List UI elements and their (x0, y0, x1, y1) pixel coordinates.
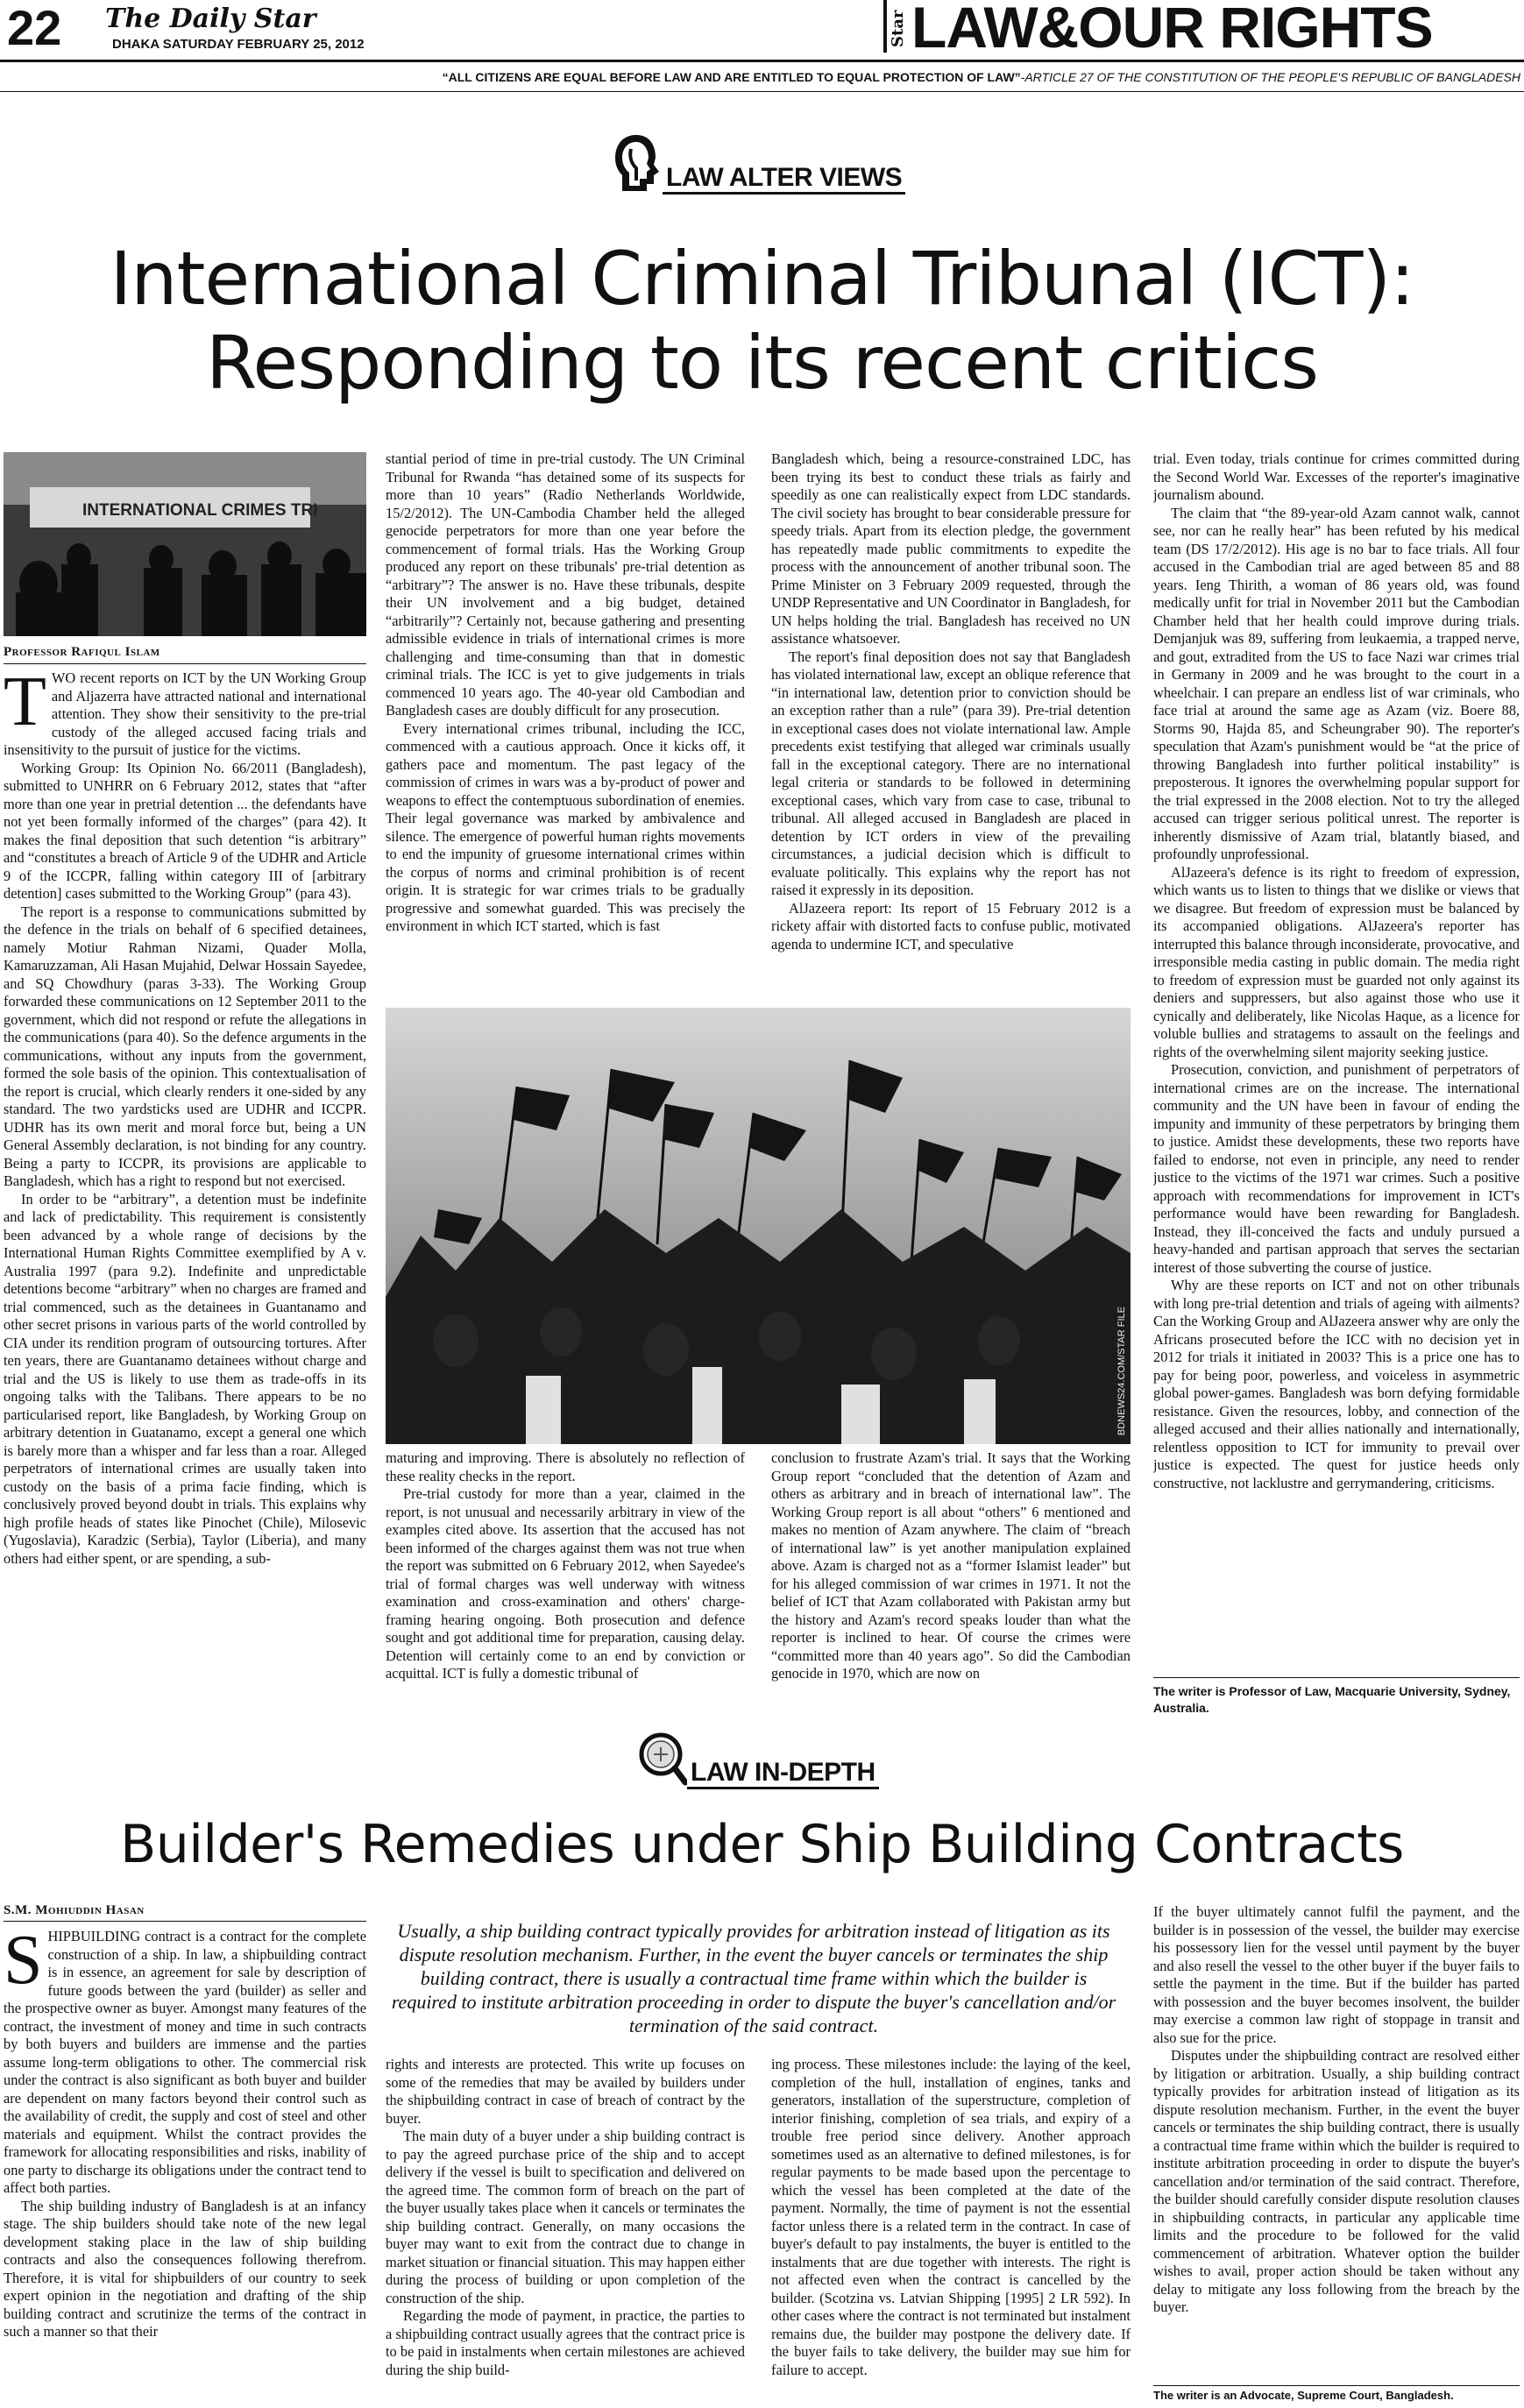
paper-logo: The Daily Star (105, 4, 316, 34)
paragraph: Working Group: Its Opinion No. 66/2011 (Bangladesh), submitted to UNHRR on 6 February 2012, states that “after more than one year in pretrial detention ... the defendants have not yet been formally informed of the charges” (para 42). It makes the final deposition that such detention “is arbitrary” and “constitutes a breach of Article 9 of the UDHR and Article 9 of the ICCPR, falling within category III of [arbitrary detention] cases submitted to the Working Group” (para 43). (4, 759, 366, 902)
drop-cap: T (4, 669, 46, 740)
badge-label: LAW IN-DEPTH (687, 1759, 879, 1789)
paragraph: Pre-trial custody for more than a year, claimed in the report, is not unusual and necessarily arbitrary in view of the examples cited above. Its assertion that the accused has not been informed of the charges against them was not true when the report was submitted on 6 February 2012, when Sayedee's trial of formal charges was well underway with witness examination and cross-examination and others' charge-framing hearing ongoing. Both prosecution and defence sought and got additional time for preparation, causing delay. Detention will certainly come to an end by conviction or acquittal. ICT is fully a domestic tribunal of (386, 1485, 745, 1682)
article2-byline: S.M. Mohiuddin Hasan (4, 1903, 145, 1917)
article1-column-1 (4, 669, 366, 1721)
magnifier-icon (634, 1726, 687, 1789)
tagline-rule (0, 91, 1524, 92)
paragraph: The claim that “the 89-year-old Azam cannot walk, cannot see, nor can he really hear” has been refuted by his medical team (DS 17/2/2012). His age is no bar to face trials. All four accused in the Cambodian trial are aged between 85 and 88 years. Ieng Thirith, a woman of 86 years old, was found medically unfit for trial in November 2011 but the Cambodian Chamber held that her health could improve during trials. Demjanjuk was 89, suffering from leukaemia, a trapped nerve, and gout, extradited from the US to face Nazi war crimes trial in Germany in 2009 and he was brought to the court in a wheelchair. I can prepare an endless list of war criminals, who face trial at around the same age as Azam (viz. Boere 88, Storms 90, Hajda 85, and Scheungraber 90). The reporter's speculation that Azam's punishment would be “at the price of throwing Bangladesh into further political instability” is preposterous. It ignores the overwhelming popular support for the trial expressed in the 2008 election. Not to try the alleged accused can trigger serious political unrest. The reporter is inherently dismissive of Azam trial, blatantly biased, and profoundly unprofessional. (1153, 504, 1520, 862)
paragraph: conclusion to frustrate Azam's trial. It says that the Working Group report “concluded that the detention of Azam and others as arbitrary and in breach of international law”. The Working Group report is all about “others” 6 mentioned and makes no mention of Azam anywhere. The claim of “breach of international law” is yet another manipulation explained above. Azam is charged not as a “former Islamist leader” but for his alleged commission of war crimes in 1971. It not the belief of ICT that Azam collaborated with Pakistan army but the history and Azam's record speaks louder than what the reporter is inclined to hear. Of course the crimes were “committed more than 40 years ago”. So did the Cambodian genocide in 1970, which are now on (771, 1449, 1131, 1682)
star-logo (883, 0, 910, 53)
article2-column-3 (771, 2056, 1131, 2406)
star-logo-text: Star (889, 10, 907, 47)
article1-column-3-bottom (771, 1449, 1131, 1739)
badge-label: LAW ALTER VIEWS (663, 164, 905, 195)
paragraph: The ship building industry of Bangladesh is at an infancy stage. The ship builders should take note of the new legal development staking place in the law of ship building contracts and also the consequences following therefrom. Therefore, it is vital for shipbuilders of our country to seek expert opinion in the negotiation and drafting of the ship building contract and scrutinize the terms of the contract in such a manner so that their (4, 2197, 366, 2340)
tagline-quote: “ALL CITIZENS ARE EQUAL BEFORE LAW AND ARE ENTITLED TO EQUAL PROTECTION OF LAW” (442, 70, 1021, 84)
paragraph: The report's final deposition does not say that Bangladesh has violated international law, except an oblique reference that “in international law, detention prior to conviction should be an exception rather than a rule” (para 39). Pre-trial detention in exceptional cases does not violate international law. Ample precedents exist testifying that alleged war criminals usually fall in the exceptional category. There are no international legal criteria or standards to be followed in determining exceptional cases, which vary from case to case, tribunal to tribunal. All alleged accused in Bangladesh are placed in detention by ICT orders in view of the prevailing circumstances, a judicial decision which is difficult to evaluate politically. This explains why the report has not raised it expressly in its deposition. (771, 648, 1131, 898)
article2-writer-note: The writer is an Advocate, Supreme Court, Bangladesh. (1153, 2385, 1520, 2403)
headline-line-1: International Criminal Tribunal (ICT): (110, 236, 1414, 322)
paragraph: Disputes under the shipbuilding contract are resolved either by litigation or arbitration. Usually, a ship building contract typically provides for arbitration instead of litigation as its dispute resolution mechanism. Further, in the event the buyer cancels or terminates the ship building contract, there is usually a contractual time frame within which the builder is required to institute arbitration proceeding in order to dispute the buyer's cancellation and/or termination of the said contract. Therefore, the builder should carefully consider dispute resolution clauses in shipbuilding contracts, in particular any applicable time limits and the procedure to be followed for the valid commencement of arbitration. Whatever option the builder wishes to avail, proper action should be taken without any delay to mitigate any loss following from the breach by the buyer. (1153, 2047, 1520, 2315)
article1-column-4 (1153, 450, 1520, 1665)
rally-photo (386, 1008, 1131, 1444)
byline-rule (4, 1921, 366, 1922)
paragraph: TWO recent reports on ICT by the UN Working Group and Aljazerra have attracted national and international attention. They show their sensitivity to the pre-trial custody of the alleged accused facing trials and insensitivity to the pursuit of justice for the victims. (4, 669, 366, 758)
article1-column-2-bottom (386, 1449, 745, 1739)
profile-head-icon (610, 131, 663, 195)
article1-writer-note: The writer is Professor of Law, Macquarie University, Sydney, Australia. (1153, 1677, 1520, 1717)
article1-byline: Professor Rafiqul Islam (4, 645, 160, 659)
section-tagline (0, 70, 1524, 84)
paragraph: rights and interests are protected. This write up focuses on some of the remedies that may be availed by builders under the shipbuilding contract in case of breach of contract by the buyer. (386, 2056, 745, 2127)
article2-headline: Builder's Remedies under Ship Building Contracts (120, 1814, 1404, 1875)
page-number: 22 (7, 0, 62, 55)
paragraph: Regarding the mode of payment, in practice, the parties to a shipbuilding contract usually agrees that the contract price is to be paid in instalments when certain milestones are achieved during the ship build- (386, 2307, 745, 2378)
paragraph: Prosecution, conviction, and punishment of perpetrators of international crimes are on the increase. The international community and the UN have been in favour of ending the impunity and immunity of these perpetrators by bringing them to justice. Amidst these developments, these two reports have failed to endorse, not even in principle, any need to render justice to the victims of the 1971 war crimes. Such a positive approach with recommendations for improvement in ICT's performance would have been rewarding for Bangladesh. Instead, they ill-conceived the facts and unduly pursued a heavy-handed and partisan approach that serves the sectarian interest of those subverting the course of justice. (1153, 1061, 1520, 1276)
paragraph: Bangladesh which, being a resource-constrained LDC, has been trying its best to conduct these trials as fairly and speedily as one can realistically expect from LDC standards. The civil society has brought to bear considerable pressure for speedy trials. Apart from its election pledge, the government has repeatedly made public commitments to expedite the process with the announcement of another tribunal soon. The Prime Minister on 3 February 2009 requested, through the UNDP Representative and UN Coordinator in Bangladesh, for UN helps holding the trial. Bangladesh has received no UN assistance whatsoever. (771, 450, 1131, 647)
drop-cap: S (4, 1928, 43, 1999)
photo-credit: BDNEWS24.COM/STAR FILE (1116, 1306, 1127, 1435)
paragraph: maturing and improving. There is absolutely no reflection of these reality checks in the report. (386, 1449, 745, 1484)
tribunal-photo-image (4, 452, 366, 636)
paragraph: stantial period of time in pre-trial custody. The UN Criminal Tribunal for Rwanda “has detained some of its suspects for more than 10 years” (Radio Netherlands Worldwide, 15/2/2012). The UN-Cambodia Chamber held the alleged genocide perpetrators for more than one year before the commencement of formal trials. Has the Working Group produced any report on these tribunals' pre-trial detention as “arbitrary”? The answer is no. Have these tribunals, despite their UN involvement and a big budget, detained “arbitrarily”? Certainly not, because gathering and presenting admissible evidence in trials of international crimes is more challenging and time-consuming than that in domestic criminal trials. The ICC is yet to give judgements in trials commenced 10 years ago. The 40-year old Cambodian and Bangladesh cases are doubly difficult for any prosecution. (386, 450, 745, 719)
rally-photo-image (386, 1008, 1131, 1444)
article1-headline (0, 237, 1524, 405)
tribunal-photo (4, 452, 366, 636)
paragraph: AlJazeera report: Its report of 15 February 2012 is a rickety affair with distorted facts to confuse public, motivated agenda to undermine ICT, and speculative (771, 899, 1131, 953)
paragraph: ing process. These milestones include: the laying of the keel, completion of the hull, installation of engines, tanks and generators, installation of the superstructure, completion of interior finishing, completion of sea trials, and expiry of a trouble free period since delivery. Another approach sometimes used as an alternative to defined milestones, is for regular payments to be made based upon the percentage to which the vessel has been completed at the date of the payment. Normally, the time of payment is not the essential factor unless there is a related term in the contract. In case of buyer's default to pay instalments, the buyer is entitled to the instalments that are due together with interests. The right is not affected even when the contract is cancelled by the builder. (Scotzina vs. Latvian Shipping [1995] 2 LR 592). In other cases where the contract is not terminated but instalment remains due, the builder may postpone the delivery date. If the buyer fails to take delivery, the builder may sue him for failure to accept. (771, 2056, 1131, 2378)
paragraph: The main duty of a buyer under a ship building contract is to pay the agreed purchase price of the ship and to accept delivery if the vessel is built to specification and delivered on the agreed time. The common form of breach on the part of the buyer usually takes place when it cancels or terminates the ship building contract. Generally, on many occasions the buyer may want to exit from the contract due to change in market situation or financial situation. This may happen either during the process of building or upon completion of the construction of the ship. (386, 2128, 745, 2306)
masthead-rule (0, 60, 1524, 62)
article2-column-4 (1153, 1903, 1520, 2383)
date-line: DHAKA SATURDAY FEBRUARY 25, 2012 (112, 37, 365, 52)
paragraph: Every international crimes tribunal, including the ICC, commenced with a cautious approach. Once it kicks off, it gathers pace and momentum. The past legacy of the commission of crimes in wars was a by-product of power and weapons to effect the contemptuous subordination of enemies. Their legal governance was marked by ambivalence and silence. The emergence of powerful human rights movements to end the impunity of gruesome international crimes within the corpus of norms and criminal prohibition is of recent origin. It is strategic for war crimes trials to be gradually progressive and somewhat guarded. This was precisely the environment in which ICT started, which is fast (386, 719, 745, 934)
tagline-source: -ARTICLE 27 OF THE CONSTITUTION OF THE PEOPLE'S REPUBLIC OF BANGLADESH (1020, 70, 1520, 84)
paragraph: Why are these reports on ICT and not on other tribunals with long pre-trial detention and trials of ageing with ailments? Can the Working Group and AlJazeera answer why are only the Africans prosecuted before the ICC with no decision yet in 2012 for trials it initiated in 2003? This is a price one has to pay for being poor, powerless, and voiceless in asymmetric global power-games. Bangladesh was born defying formidable resistance. Given the resources, lobby, and connection of the alleged accused and their allies nationally and internationally, relentless opposition to ICT for immunity to prevail over justice is expected. The quest for justice heeds only constructive, not lacklustre and gerrymandering, criticisms. (1153, 1277, 1520, 1491)
headline-line-2: Responding to its recent critics (205, 320, 1319, 406)
article1-column-3-top (771, 450, 1131, 1002)
paragraph: trial. Even today, trials continue for crimes committed during the Second World War. Excesses of the reporter's imaginative journalism abound. (1153, 450, 1520, 503)
photo-sign-text: INTERNATIONAL CRIMES TRI (82, 501, 318, 520)
law-alter-views-badge (610, 131, 905, 195)
law-in-depth-badge (634, 1726, 879, 1789)
paragraph: SHIPBUILDING contract is a contract for the complete construction of a ship. In law, a shipbuilding contract is in essence, an agreement for sale by description of future goods between the yard (builder) as seller and the prospective owner as buyer. Amongst many features of the contract, the investment of money and time in such contracts by both buyers and builders are immense and the parties assume long-term obligations to other. The commercial risk under the contract is also significant as both buyer and builder are dependent on many factors beyond their control such as the availability of credit, the supply and cost of steel and other materials and equipment. Whilst the contract provides the framework for allocating responsibilities and risks, inability of one party to discharge its obligations under the contract tend to affect both parties. (4, 1928, 366, 2196)
paragraph: If the buyer ultimately cannot fulfil the payment, and the builder is in possession of the vessel, the builder may exercise his possessory lien for the vessel until payment by the buyer and also resell the vessel to the other buyer if the buyer fails to settle the payment in the time. But if the builder has parted with possession and the buyer becomes insolvent, the builder may exercise a common law right of stoppage in transit and also sue for the price. (1153, 1903, 1520, 2046)
article2-column-1 (4, 1928, 366, 2406)
paragraph: AlJazeera's defence is its right to freedom of expression, which wants us to listen to things that we dislike or views that we disagree. But freedom of expression must be balanced by its accompanied obligations. AlJazeera's reporter has interrupted this balance through inconsiderate, provocative, and irresponsible media casting in public domain. The media right to freedom of expression must be guarded not only against its deniers and suppressers, but also against those who use it cynically and deliberately, like Nicolas Haque, as a licence for voluble bullies and stratagems to assault on the feelings and rights of the overwhelming silent majority seeking justice. (1153, 863, 1520, 1060)
byline-rule (4, 663, 366, 664)
article1-column-2-top (386, 450, 745, 1002)
section-title: LAW&OUR RIGHTS (911, 0, 1433, 60)
paragraph: The report is a response to communications submitted by the defence in the trials on behalf of 6 specified detainees, namely Motiur Rahman Nizami, Quader Molla, Kamaruzzaman, Ali Hasan Mujahid, Delwar Hossain Sayedee, and SQ Chowdhury (paras 3-33). The Working Group forwarded these communications on 12 September 2011 to the government, which did not respond or refute the allegations in the communications (para 40). So the defence arguments in the communications, without any inputs from the government, formed the sole basis of the opinion. This contextualisation of the report is crucial, which clearly renders it one-sided by any standard. The two yardsticks used are UDHR and ICCPR. UDHR has its own merit and moral force but, being a UN General Assembly declaration, is not binding for any country. Being a party to ICCPR, its provisions are applicable to Bangladesh, which has a right to respond but not exercised. (4, 903, 366, 1189)
paragraph: In order to be “arbitrary”, a detention must be indefinite and lack of predictability. This requirement is consistently been advanced by a whole range of decisions by the International Human Rights Committee exemplified by A v. Australia 1997 (para 9.2). Indefinite and unpredictable detentions become “arbitrary” when no charges are framed and trial commenced, such as the detainees in Guantanamo and other secret prisons in various parts of the world controlled by CIA under its rendition program of outsourcing tortures. After ten years, there are Guantanamo detainees without charge and trial and the US is likely to use them as trade-offs in its ongoing talks with the Talibans. There appears to be no particularised report, like Bangladesh, by Working Group on arbitrary detention in Guatanamo, except a general one which is barely more than a whisper and far less than a roar. Alleged perpetrators of international crimes are usually taken into custody on the basis of a prima facie finding, which is conclusively proved beyond doubt in trials. This explains why high profile heads of states like Pinochet (Chile), Milosevic (Yugoslavia), Karadzic (Serbia), Taylor (Liberia), and many others had either spent, or are spending, a sub- (4, 1190, 366, 1567)
article2-column-2 (386, 2056, 745, 2406)
pull-quote: Usually, a ship building contract typically provides for arbitration instead of litigation as its dispute resolution mechanism. Further, in the event the buyer cancels or terminates the ship building contract, there is usually a contractual time frame within which the builder is required to institute arbitration proceeding in order to dispute the buyer's cancellation and/or termination of the said contract. (391, 1920, 1116, 2036)
